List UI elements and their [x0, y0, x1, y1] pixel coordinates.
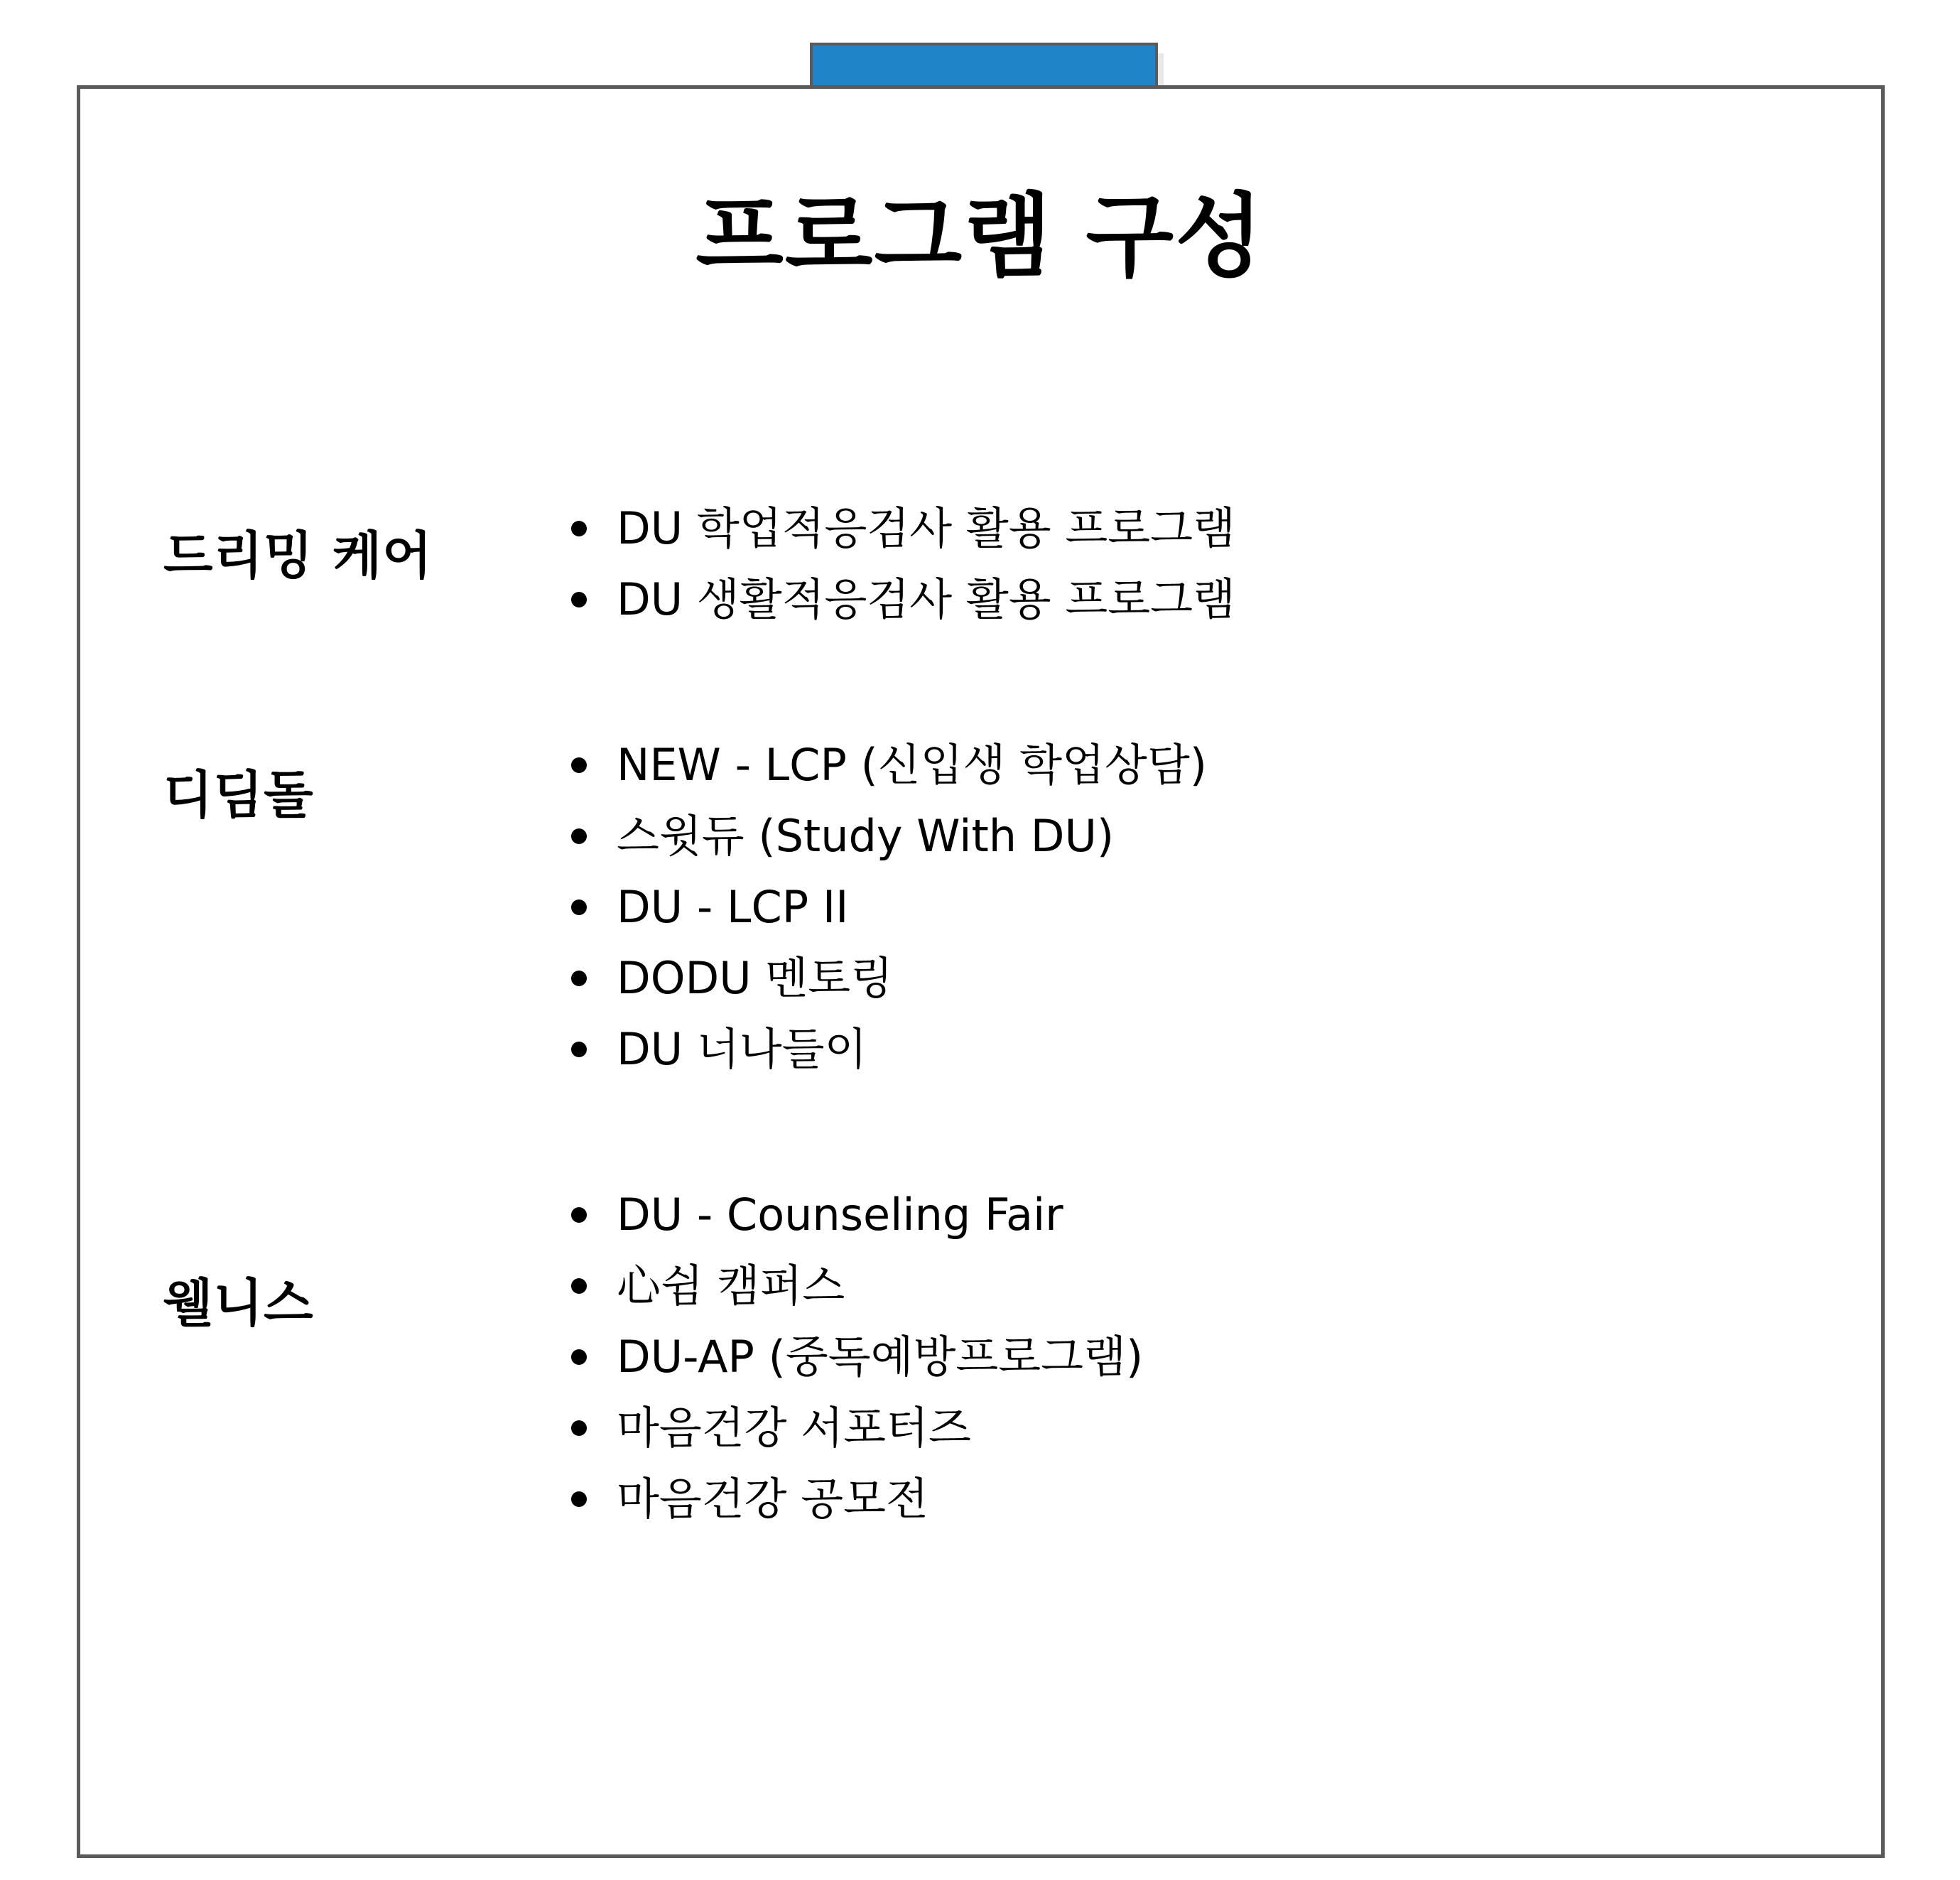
- bullet-icon: [571, 1042, 587, 1057]
- list-item-label: DU - LCP II: [617, 881, 849, 934]
- group-label-wellness: 웰니스: [163, 1273, 314, 1334]
- bullet-icon: [571, 757, 587, 773]
- bullet-icon: [571, 1278, 587, 1294]
- group-label-dreaming-care: 드리밍 케어: [163, 526, 433, 585]
- list-item-label: 心쉼 캠퍼스: [617, 1260, 845, 1312]
- list-item: [561, 1326, 1868, 1388]
- program-group: [107, 734, 1868, 1081]
- bullet-icon: [571, 1491, 587, 1507]
- group-item-list: [561, 1184, 1868, 1530]
- program-group: [107, 497, 1868, 631]
- list-item-label: NEW - LCP (신입생 학업상담): [617, 739, 1207, 792]
- list-item-label: DU - Counseling Fair: [617, 1189, 1063, 1241]
- list-item-label: DU-AP (중독예방프로그램): [617, 1331, 1144, 1383]
- bullet-icon: [571, 971, 587, 986]
- list-item-label: DU 너나들이: [617, 1023, 867, 1076]
- group-label-didimdol: 디딤돌: [163, 765, 314, 826]
- page-title: 프로그램 구성: [695, 184, 1265, 290]
- list-item: [561, 1255, 1868, 1317]
- bullet-icon: [571, 1349, 587, 1365]
- group-item-list: [561, 497, 1868, 631]
- list-item: [561, 497, 1868, 560]
- list-item: [561, 947, 1868, 1010]
- list-item: [561, 568, 1868, 631]
- program-groups: [107, 497, 1868, 1530]
- bullet-icon: [571, 592, 587, 607]
- bullet-icon: [571, 1207, 587, 1223]
- list-item: [561, 805, 1868, 868]
- list-item-label: 마음건강 공모전: [617, 1473, 928, 1525]
- list-item-label: 마음건강 서포터즈: [617, 1402, 971, 1454]
- list-item: [561, 1018, 1868, 1081]
- bullet-icon: [571, 1420, 587, 1436]
- list-item: [561, 1468, 1868, 1530]
- bullet-icon: [571, 521, 587, 536]
- bullet-icon: [571, 900, 587, 915]
- list-item-label: DU 학업적응검사 활용 프로그램: [617, 502, 1235, 554]
- list-item: [561, 1184, 1868, 1246]
- program-group: [107, 1184, 1868, 1530]
- list-item: [561, 734, 1868, 796]
- list-item-label: 스윗듀 (Study With DU): [617, 810, 1115, 863]
- list-item: [561, 1397, 1868, 1459]
- list-item-label: DU 생활적응검사 활용 프로그램: [617, 573, 1235, 626]
- list-item: [561, 876, 1868, 939]
- list-item-label: DODU 멘토링: [617, 952, 894, 1005]
- bullet-icon: [571, 828, 587, 844]
- group-item-list: [561, 734, 1868, 1081]
